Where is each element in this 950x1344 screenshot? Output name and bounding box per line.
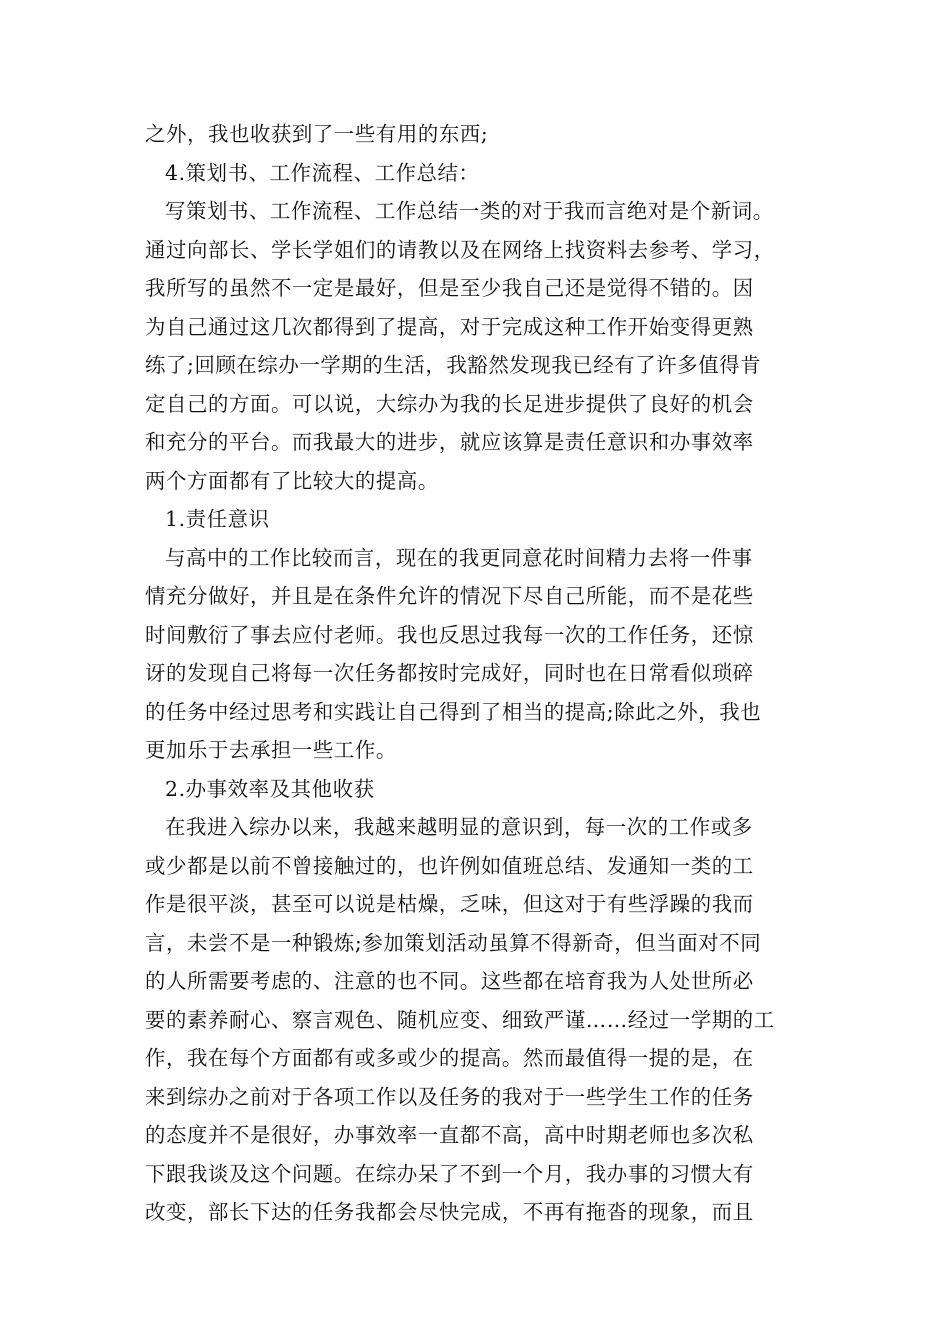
paragraph-first-line: 与高中的工作比较而言，现在的我更同意花时间精力去将一件事 xyxy=(165,545,753,570)
paragraph-first-line: 写策划书、工作流程、工作总结一类的对于我而言绝对是个新词。 xyxy=(165,199,774,223)
body-line: 讶的发现自己将每一次任务都按时完成好，同时也在日常看似琐碎 xyxy=(145,661,754,685)
body-line: 定自己的方面。可以说，大综办为我的长足进步提供了良好的机会 xyxy=(145,391,754,416)
body-line: 情充分做好，并且是在条件允许的情况下尽自己所能，而不是花些 xyxy=(145,584,754,608)
body-line: 练了;回顾在综办一学期的生活，我豁然发现我已经有了许多值得肯 xyxy=(145,353,762,377)
body-line: 之外，我也收获到了一些有用的东西; xyxy=(145,122,489,146)
section-heading: 2.办事效率及其他收获 xyxy=(165,776,375,801)
body-line: 或少都是以前不曾接触过的，也许例如值班总结、发通知一类的工 xyxy=(145,853,754,878)
paragraph-first-line: 在我进入综办以来，我越来越明显的意识到，每一次的工作或多 xyxy=(165,815,753,839)
body-line: 作，我在每个方面都有或多或少的提高。然而最值得一提的是，在 xyxy=(145,1046,754,1070)
body-line: 下跟我谈及这个问题。在综办呆了不到一个月，我办事的习惯大有 xyxy=(145,1161,754,1186)
body-line: 和充分的平台。而我最大的进步，就应该算是责任意识和办事效率 xyxy=(145,430,754,454)
section-heading: 4.策划书、工作流程、工作总结： xyxy=(165,160,480,185)
body-line: 通过向部长、学长学姐们的请教以及在网络上找资料去参考、学习， xyxy=(145,237,775,262)
body-line: 为自己通过这几次都得到了提高，对于完成这种工作开始变得更熟 xyxy=(145,314,754,339)
body-line: 的人所需要考虑的、注意的也不同。这些都在培育我为人处世所必 xyxy=(145,969,754,993)
body-line: 改变，部长下达的任务我都会尽快完成，不再有拖沓的现象，而且 xyxy=(145,1200,754,1224)
body-line: 的任务中经过思考和实践让自己得到了相当的提高;除此之外，我也 xyxy=(145,699,762,724)
body-line: 来到综办之前对于各项工作以及任务的我对于一些学生工作的任务 xyxy=(145,1084,754,1109)
body-line: 时间敷衍了事去应付老师。我也反思过我每一次的工作任务，还惊 xyxy=(145,622,754,647)
body-line: 两个方面都有了比较大的提高。 xyxy=(145,468,439,493)
body-line: 要的素养耐心、察言观色、随机应变、细致严谨……经过一学期的工 xyxy=(145,1007,775,1032)
body-line: 的态度并不是很好，办事效率一直都不高，高中时期老师也多次私 xyxy=(145,1123,754,1147)
body-line: 言，未尝不是一种锻炼;参加策划活动虽算不得新奇，但当面对不同 xyxy=(145,930,762,955)
section-heading: 1.责任意识 xyxy=(165,507,270,531)
body-line: 更加乐于去承担一些工作。 xyxy=(145,738,397,762)
body-line: 我所写的虽然不一定是最好，但是至少我自己还是觉得不错的。因 xyxy=(145,276,754,300)
body-line: 作是很平淡，甚至可以说是枯燥，乏味，但这对于有些浮躁的我而 xyxy=(145,892,754,916)
